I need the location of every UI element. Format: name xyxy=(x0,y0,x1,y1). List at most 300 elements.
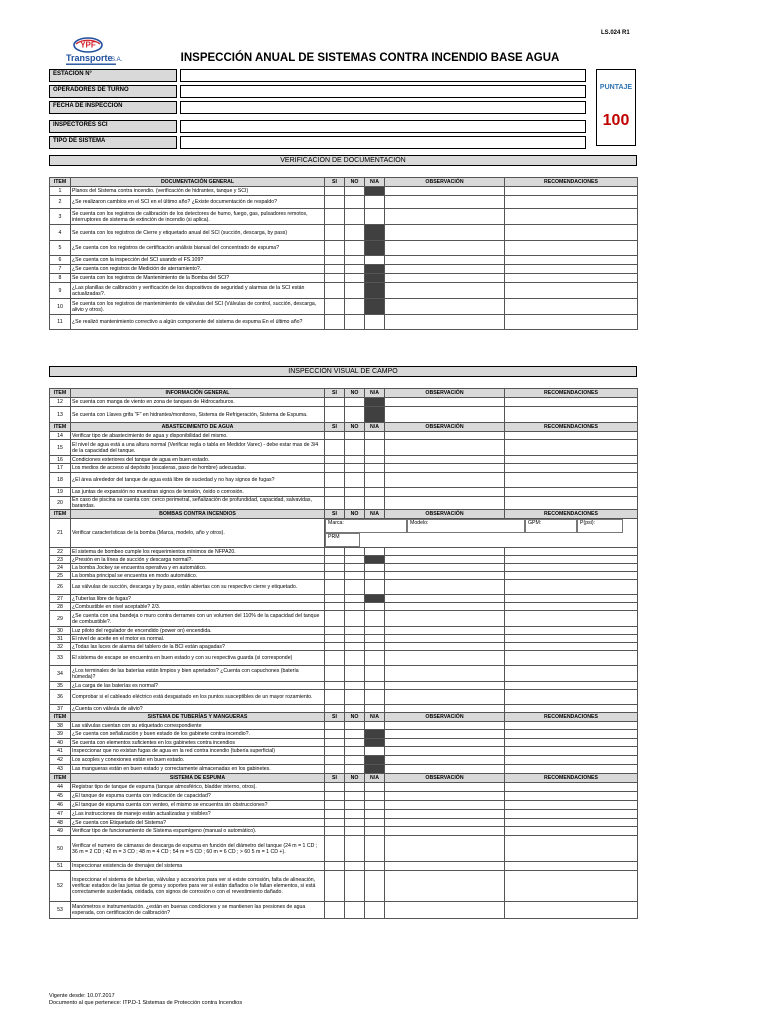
observation-cell[interactable] xyxy=(385,827,505,836)
recommendation-cell[interactable] xyxy=(505,283,638,299)
observation-cell[interactable] xyxy=(385,627,505,635)
observation-cell[interactable] xyxy=(385,765,505,774)
si-cell[interactable] xyxy=(325,810,345,819)
si-cell[interactable] xyxy=(325,627,345,635)
no-cell[interactable] xyxy=(345,464,365,473)
info-field-input[interactable] xyxy=(180,136,586,149)
na-cell[interactable] xyxy=(365,819,385,827)
recommendation-cell[interactable] xyxy=(505,315,638,330)
no-cell[interactable] xyxy=(345,556,365,564)
recommendation-cell[interactable] xyxy=(505,432,638,440)
observation-cell[interactable] xyxy=(385,407,505,423)
observation-cell[interactable] xyxy=(385,836,505,862)
item-description: Se cuenta con los registros de Cierre y etiquetado anual del SCI (succión, descarga, by pass) xyxy=(71,225,325,241)
no-cell[interactable] xyxy=(345,407,365,423)
observation-cell[interactable] xyxy=(385,819,505,827)
na-cell[interactable] xyxy=(365,682,385,690)
na-cell[interactable] xyxy=(365,792,385,801)
si-cell[interactable] xyxy=(325,440,345,456)
no-cell[interactable] xyxy=(345,765,365,774)
info-field-input[interactable] xyxy=(180,69,586,82)
pump-gpm-field[interactable]: GPM: xyxy=(525,519,577,533)
observation-cell[interactable] xyxy=(385,871,505,902)
no-cell[interactable] xyxy=(345,256,365,265)
si-cell[interactable] xyxy=(325,473,345,488)
no-cell[interactable] xyxy=(345,705,365,713)
checklist-row xyxy=(50,548,638,556)
observation-cell[interactable] xyxy=(385,595,505,603)
checklist-row xyxy=(50,556,638,564)
na-cell[interactable] xyxy=(365,836,385,862)
checklist-row xyxy=(50,765,638,774)
field-inspection-checklist-table xyxy=(49,388,638,919)
no-cell[interactable] xyxy=(345,315,365,330)
no-cell[interactable] xyxy=(345,730,365,739)
recommendation-cell[interactable] xyxy=(505,580,638,595)
si-cell[interactable] xyxy=(325,283,345,299)
pump-details-cell xyxy=(325,519,638,548)
observation-cell[interactable] xyxy=(385,783,505,792)
observation-cell[interactable] xyxy=(385,432,505,440)
item-number: 17 xyxy=(50,464,71,473)
si-cell[interactable] xyxy=(325,747,345,756)
na-cell[interactable] xyxy=(365,473,385,488)
si-cell[interactable] xyxy=(325,564,345,572)
no-cell[interactable] xyxy=(345,902,365,919)
si-cell[interactable] xyxy=(325,792,345,801)
pump-rpm-field[interactable]: PRM xyxy=(325,533,360,547)
recommendation-cell[interactable] xyxy=(505,209,638,225)
no-cell[interactable] xyxy=(345,819,365,827)
item-number: 40 xyxy=(50,739,71,747)
recommendation-cell[interactable] xyxy=(505,564,638,572)
si-cell[interactable] xyxy=(325,241,345,256)
checklist-row xyxy=(50,690,638,705)
no-cell[interactable] xyxy=(345,756,365,765)
si-cell[interactable] xyxy=(325,902,345,919)
recommendation-cell[interactable] xyxy=(505,196,638,209)
observation-cell[interactable] xyxy=(385,862,505,871)
no-cell[interactable] xyxy=(345,627,365,635)
si-cell[interactable] xyxy=(325,705,345,713)
checklist-row xyxy=(50,739,638,747)
no-cell[interactable] xyxy=(345,432,365,440)
no-cell[interactable] xyxy=(345,225,365,241)
recommendation-cell[interactable] xyxy=(505,187,638,196)
si-cell[interactable] xyxy=(325,580,345,595)
recommendation-cell[interactable] xyxy=(505,488,638,497)
table-header-row xyxy=(50,774,638,783)
pump-model-field[interactable]: Modelo: xyxy=(407,519,525,533)
recommendation-cell[interactable] xyxy=(505,705,638,713)
si-cell[interactable] xyxy=(325,209,345,225)
no-cell[interactable] xyxy=(345,739,365,747)
no-cell[interactable] xyxy=(345,440,365,456)
na-cell[interactable] xyxy=(365,315,385,330)
observation-cell[interactable] xyxy=(385,241,505,256)
no-cell[interactable] xyxy=(345,792,365,801)
item-description: Los acoples y conexiones están en buen estado. xyxy=(71,756,325,765)
recommendation-cell[interactable] xyxy=(505,497,638,510)
si-cell[interactable] xyxy=(325,783,345,792)
column-header-no: NO xyxy=(345,713,365,722)
observation-cell[interactable] xyxy=(385,792,505,801)
si-cell[interactable] xyxy=(325,398,345,407)
recommendation-cell[interactable] xyxy=(505,792,638,801)
no-cell[interactable] xyxy=(345,187,365,196)
pump-pressure-field[interactable]: P(psi): xyxy=(577,519,623,533)
no-cell[interactable] xyxy=(345,827,365,836)
checklist-row xyxy=(50,627,638,635)
no-cell[interactable] xyxy=(345,572,365,580)
item-description: ¿Se cuenta con la inspección del SCI usando el FS.109? xyxy=(71,256,325,265)
observation-cell[interactable] xyxy=(385,722,505,730)
no-cell[interactable] xyxy=(345,265,365,274)
na-cell[interactable] xyxy=(365,747,385,756)
na-cell xyxy=(365,595,385,603)
na-cell[interactable] xyxy=(365,497,385,510)
item-number: 47 xyxy=(50,810,71,819)
no-cell[interactable] xyxy=(345,611,365,627)
si-cell[interactable] xyxy=(325,572,345,580)
no-cell[interactable] xyxy=(345,643,365,651)
no-cell[interactable] xyxy=(345,722,365,730)
item-number: 10 xyxy=(50,299,71,315)
recommendation-cell[interactable] xyxy=(505,666,638,682)
observation-cell[interactable] xyxy=(385,635,505,643)
na-cell[interactable] xyxy=(365,611,385,627)
observation-cell[interactable] xyxy=(385,464,505,473)
na-cell[interactable] xyxy=(365,440,385,456)
na-cell[interactable] xyxy=(365,666,385,682)
recommendation-cell[interactable] xyxy=(505,682,638,690)
na-cell[interactable] xyxy=(365,548,385,556)
no-cell[interactable] xyxy=(345,473,365,488)
si-cell[interactable] xyxy=(325,871,345,902)
recommendation-cell[interactable] xyxy=(505,651,638,666)
observation-cell[interactable] xyxy=(385,274,505,283)
si-cell[interactable] xyxy=(325,635,345,643)
item-number: 32 xyxy=(50,643,71,651)
na-cell[interactable] xyxy=(365,580,385,595)
no-cell[interactable] xyxy=(345,241,365,256)
recommendation-cell[interactable] xyxy=(505,819,638,827)
na-cell[interactable] xyxy=(365,635,385,643)
observation-cell[interactable] xyxy=(385,572,505,580)
observation-cell[interactable] xyxy=(385,473,505,488)
no-cell[interactable] xyxy=(345,862,365,871)
checklist-row xyxy=(50,705,638,713)
recommendation-cell[interactable] xyxy=(505,643,638,651)
si-cell[interactable] xyxy=(325,611,345,627)
recommendation-cell[interactable] xyxy=(505,862,638,871)
si-cell[interactable] xyxy=(325,256,345,265)
si-cell[interactable] xyxy=(325,274,345,283)
na-cell[interactable] xyxy=(365,871,385,902)
si-cell[interactable] xyxy=(325,225,345,241)
observation-cell[interactable] xyxy=(385,902,505,919)
na-cell[interactable] xyxy=(365,256,385,265)
si-cell[interactable] xyxy=(325,651,345,666)
na-cell[interactable] xyxy=(365,902,385,919)
na-cell xyxy=(365,756,385,765)
na-cell[interactable] xyxy=(365,196,385,209)
no-cell[interactable] xyxy=(345,398,365,407)
observation-cell[interactable] xyxy=(385,747,505,756)
si-cell[interactable] xyxy=(325,187,345,196)
recommendation-cell[interactable] xyxy=(505,690,638,705)
si-cell[interactable] xyxy=(325,819,345,827)
item-number: 34 xyxy=(50,666,71,682)
svg-text:S.A.: S.A. xyxy=(111,57,123,63)
na-cell[interactable] xyxy=(365,456,385,464)
recommendation-cell[interactable] xyxy=(505,801,638,810)
na-cell[interactable] xyxy=(365,783,385,792)
recommendation-cell[interactable] xyxy=(505,627,638,635)
observation-cell[interactable] xyxy=(385,488,505,497)
no-cell[interactable] xyxy=(345,196,365,209)
item-description: ¿Las instrucciones de manejo están actualizadas y visibles? xyxy=(71,810,325,819)
recommendation-cell[interactable] xyxy=(505,783,638,792)
si-cell[interactable] xyxy=(325,488,345,497)
no-cell[interactable] xyxy=(345,783,365,792)
na-cell[interactable] xyxy=(365,209,385,225)
checklist-row xyxy=(50,497,638,510)
observation-cell[interactable] xyxy=(385,209,505,225)
no-cell[interactable] xyxy=(345,488,365,497)
na-cell[interactable] xyxy=(365,705,385,713)
si-cell[interactable] xyxy=(325,548,345,556)
no-cell[interactable] xyxy=(345,666,365,682)
observation-cell[interactable] xyxy=(385,705,505,713)
na-cell[interactable] xyxy=(365,722,385,730)
observation-cell[interactable] xyxy=(385,643,505,651)
no-cell[interactable] xyxy=(345,836,365,862)
info-field-input[interactable] xyxy=(180,85,586,98)
recommendation-cell[interactable] xyxy=(505,473,638,488)
si-cell[interactable] xyxy=(325,407,345,423)
no-cell[interactable] xyxy=(345,690,365,705)
na-cell[interactable] xyxy=(365,827,385,836)
si-cell[interactable] xyxy=(325,730,345,739)
si-cell[interactable] xyxy=(325,682,345,690)
no-cell[interactable] xyxy=(345,871,365,902)
na-cell[interactable] xyxy=(365,690,385,705)
recommendation-cell[interactable] xyxy=(505,827,638,836)
recommendation-cell[interactable] xyxy=(505,739,638,747)
observation-cell[interactable] xyxy=(385,256,505,265)
observation-cell[interactable] xyxy=(385,682,505,690)
recommendation-cell[interactable] xyxy=(505,407,638,423)
recommendation-cell[interactable] xyxy=(505,241,638,256)
observation-cell[interactable] xyxy=(385,196,505,209)
na-cell[interactable] xyxy=(365,603,385,611)
observation-cell[interactable] xyxy=(385,730,505,739)
no-cell[interactable] xyxy=(345,595,365,603)
no-cell[interactable] xyxy=(345,548,365,556)
si-cell[interactable] xyxy=(325,722,345,730)
recommendation-cell[interactable] xyxy=(505,225,638,241)
no-cell[interactable] xyxy=(345,456,365,464)
no-cell[interactable] xyxy=(345,580,365,595)
na-cell[interactable] xyxy=(365,464,385,473)
checklist-row xyxy=(50,265,638,274)
observation-cell[interactable] xyxy=(385,398,505,407)
no-cell[interactable] xyxy=(345,603,365,611)
info-row xyxy=(49,85,586,98)
recommendation-cell[interactable] xyxy=(505,256,638,265)
observation-cell[interactable] xyxy=(385,690,505,705)
observation-cell[interactable] xyxy=(385,187,505,196)
no-cell[interactable] xyxy=(345,274,365,283)
checklist-row xyxy=(50,801,638,810)
no-cell[interactable] xyxy=(345,801,365,810)
item-description: La bomba Jockey se encuentra operativa y en automático. xyxy=(71,564,325,572)
si-cell[interactable] xyxy=(325,456,345,464)
si-cell[interactable] xyxy=(325,315,345,330)
observation-cell[interactable] xyxy=(385,810,505,819)
observation-cell[interactable] xyxy=(385,580,505,595)
si-cell[interactable] xyxy=(325,827,345,836)
recommendation-cell[interactable] xyxy=(505,836,638,862)
info-field-input[interactable] xyxy=(180,101,586,114)
si-cell[interactable] xyxy=(325,666,345,682)
recommendation-cell[interactable] xyxy=(505,440,638,456)
na-cell xyxy=(365,407,385,423)
no-cell[interactable] xyxy=(345,283,365,299)
si-cell[interactable] xyxy=(325,556,345,564)
na-cell[interactable] xyxy=(365,862,385,871)
na-cell[interactable] xyxy=(365,801,385,810)
si-cell[interactable] xyxy=(325,862,345,871)
item-description: ¿Los terminales de las baterías están limpios y bien apretados? ¿Cuenta con capuchones (batería húmeda)? xyxy=(71,666,325,682)
recommendation-cell[interactable] xyxy=(505,299,638,315)
no-cell[interactable] xyxy=(345,635,365,643)
recommendation-cell[interactable] xyxy=(505,274,638,283)
footer-belongs-to: Documento al que pertenece: ITP.D-1 Sistemas de Protección contra Incendios xyxy=(49,1000,243,1006)
observation-cell[interactable] xyxy=(385,556,505,564)
observation-cell[interactable] xyxy=(385,299,505,315)
no-cell[interactable] xyxy=(345,651,365,666)
recommendation-cell[interactable] xyxy=(505,730,638,739)
score-label: PUNTAJE xyxy=(599,84,633,91)
si-cell[interactable] xyxy=(325,756,345,765)
recommendation-cell[interactable] xyxy=(505,595,638,603)
item-description: ¿Se cuenta con Etiquetado del Sistema? xyxy=(71,819,325,827)
observation-cell[interactable] xyxy=(385,603,505,611)
score-value: 100 xyxy=(602,112,630,129)
recommendation-cell[interactable] xyxy=(505,756,638,765)
observation-cell[interactable] xyxy=(385,265,505,274)
observation-cell[interactable] xyxy=(385,440,505,456)
recommendation-cell[interactable] xyxy=(505,464,638,473)
si-cell[interactable] xyxy=(325,603,345,611)
si-cell[interactable] xyxy=(325,765,345,774)
no-cell[interactable] xyxy=(345,299,365,315)
no-cell[interactable] xyxy=(345,564,365,572)
item-description: Verificar características de la bomba (Marca, modelo, año y otros). xyxy=(71,519,325,548)
observation-cell[interactable] xyxy=(385,456,505,464)
na-cell[interactable] xyxy=(365,627,385,635)
observation-cell[interactable] xyxy=(385,666,505,682)
item-number: 42 xyxy=(50,756,71,765)
recommendation-cell[interactable] xyxy=(505,548,638,556)
observation-cell[interactable] xyxy=(385,564,505,572)
recommendation-cell[interactable] xyxy=(505,765,638,774)
item-description: Los medios de acceso al depósito (escaleras, paso de hombre) adecuadas. xyxy=(71,464,325,473)
no-cell[interactable] xyxy=(345,497,365,510)
no-cell[interactable] xyxy=(345,682,365,690)
recommendation-cell[interactable] xyxy=(505,747,638,756)
no-cell[interactable] xyxy=(345,810,365,819)
recommendation-cell[interactable] xyxy=(505,635,638,643)
si-cell[interactable] xyxy=(325,836,345,862)
observation-cell[interactable] xyxy=(385,497,505,510)
observation-cell[interactable] xyxy=(385,756,505,765)
si-cell[interactable] xyxy=(325,595,345,603)
observation-cell[interactable] xyxy=(385,283,505,299)
checklist-row xyxy=(50,595,638,603)
pump-brand-field[interactable]: Marca: xyxy=(325,519,407,533)
recommendation-cell[interactable] xyxy=(505,722,638,730)
column-header-observation: OBSERVACIÓN xyxy=(385,178,505,187)
recommendation-cell[interactable] xyxy=(505,398,638,407)
si-cell[interactable] xyxy=(325,196,345,209)
si-cell[interactable] xyxy=(325,690,345,705)
si-cell[interactable] xyxy=(325,432,345,440)
na-cell[interactable] xyxy=(365,564,385,572)
recommendation-cell[interactable] xyxy=(505,265,638,274)
no-cell[interactable] xyxy=(345,747,365,756)
recommendation-cell[interactable] xyxy=(505,611,638,627)
observation-cell[interactable] xyxy=(385,651,505,666)
item-number: 16 xyxy=(50,456,71,464)
si-cell[interactable] xyxy=(325,299,345,315)
item-description: Las juntas de expansión no muestran signos de tensión, óxido o corrosión. xyxy=(71,488,325,497)
observation-cell[interactable] xyxy=(385,739,505,747)
recommendation-cell[interactable] xyxy=(505,556,638,564)
na-cell[interactable] xyxy=(365,810,385,819)
info-field-input[interactable] xyxy=(180,120,586,133)
si-cell[interactable] xyxy=(325,643,345,651)
na-cell[interactable] xyxy=(365,432,385,440)
column-header-observation: OBSERVACIÓN xyxy=(385,389,505,398)
si-cell[interactable] xyxy=(325,497,345,510)
si-cell[interactable] xyxy=(325,265,345,274)
recommendation-cell[interactable] xyxy=(505,902,638,919)
observation-cell[interactable] xyxy=(385,225,505,241)
observation-cell[interactable] xyxy=(385,801,505,810)
si-cell[interactable] xyxy=(325,464,345,473)
recommendation-cell[interactable] xyxy=(505,603,638,611)
observation-cell[interactable] xyxy=(385,611,505,627)
na-cell[interactable] xyxy=(365,488,385,497)
na-cell[interactable] xyxy=(365,572,385,580)
recommendation-cell[interactable] xyxy=(505,456,638,464)
recommendation-cell[interactable] xyxy=(505,810,638,819)
si-cell[interactable] xyxy=(325,801,345,810)
observation-cell[interactable] xyxy=(385,315,505,330)
observation-cell[interactable] xyxy=(385,548,505,556)
no-cell[interactable] xyxy=(345,209,365,225)
na-cell[interactable] xyxy=(365,651,385,666)
recommendation-cell[interactable] xyxy=(505,572,638,580)
si-cell[interactable] xyxy=(325,739,345,747)
field-inspection-section-banner: INSPECCIÓN VISUAL DE CAMPO xyxy=(49,366,637,377)
na-cell[interactable] xyxy=(365,643,385,651)
recommendation-cell[interactable] xyxy=(505,871,638,902)
item-description: Luz piloto del regulador de encendido (power on) encendida. xyxy=(71,627,325,635)
